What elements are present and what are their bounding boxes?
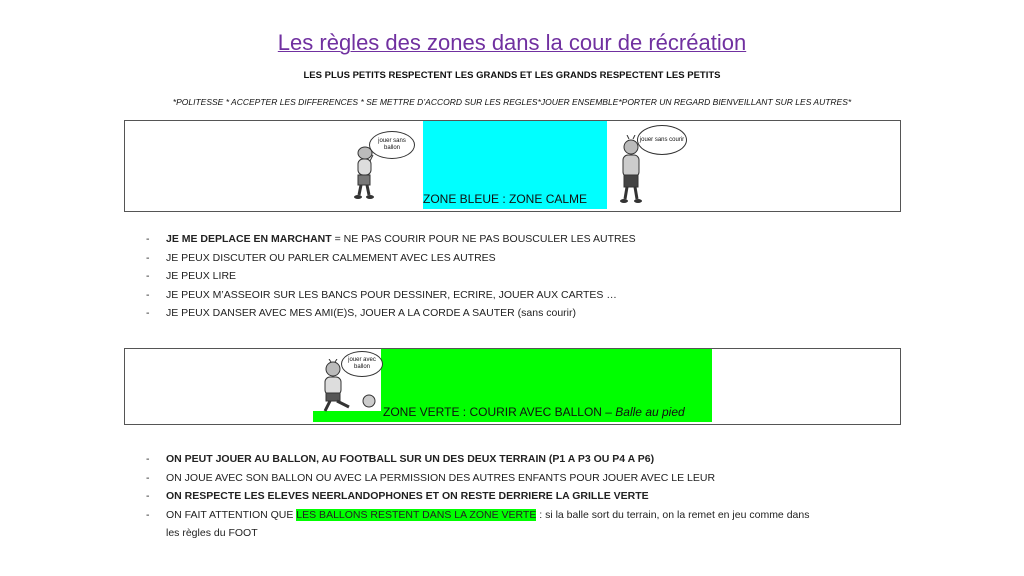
subtitle: LES PLUS PETITS RESPECTENT LES GRANDS ET LES GRANDS RESPECTENT LES PETITS [303,70,721,81]
list-item [142,304,636,323]
rule-text: ON RESPECTE LES ELEVES NEERLANDOPHONES ET ON RESTE DERRIERE LA GRILLE VERTE [166,490,649,502]
rule-text: = NE PAS COURIR POUR NE PAS BOUSCULER LES AUTRES [331,233,636,245]
green-zone-rules [142,450,902,543]
list-item [142,469,902,488]
blue-zone-label: ZONE BLEUE : ZONE CALME [423,192,588,206]
green-zone-label-text: ZONE VERTE : COURIR AVEC BALLON – [383,405,616,419]
list-item [142,487,902,506]
list-item [142,230,636,249]
rule-text: JE PEUX M’ASSEOIR SUR LES BANCS POUR DESSINER, ECRIRE, JOUER AUX CARTES … [166,288,617,301]
bubble-ball-text: jouer avec ballon [348,357,376,370]
list-item [142,506,902,543]
blue-zone-box [124,120,901,212]
list-item [142,286,636,305]
list-item [142,267,636,286]
values-line: *POLITESSE * ACCEPTER LES DIFFERENCES * SE METTRE D’ACCORD SUR LES REGLES*JOUER ENSEMBLE*PORTER UN REGARD BIENVEILLANT SUR LES AUTRES* [172,97,852,107]
rule-text: ON PEUT JOUER AU BALLON, AU FOOTBALL SUR UN DES DEUX TERRAIN (P1 A P3 OU P4 A P6) [166,453,655,465]
child-figure-icon [347,141,383,201]
rule-text: JE PEUX LIRE [166,270,237,282]
green-zone-label-italic: Balle au pied [615,405,685,419]
rule-text: JE PEUX DISCUTER OU PARLER CALMEMENT AVEC LES AUTRES [166,251,496,264]
rule-text: : si la balle sort du terrain, on la remet en jeu comme dans [536,508,810,521]
list-item [142,450,902,469]
rule-text: ON JOUE AVEC SON BALLON OU AVEC LA PERMISSION DES AUTRES ENFANTS POUR JOUER AVEC LE LEUR [166,471,716,484]
rule-text: ON FAIT ATTENTION QUE [166,508,297,521]
bubble-right-text: jouer sans courir [639,136,685,143]
blue-zone-rules [142,230,636,323]
green-zone-box [124,348,901,425]
page-title: Les règles des zones dans la cour de récréation [277,30,747,55]
rule-bold: JE ME DEPLACE EN MARCHANT [166,233,332,245]
rule-text: les règles du FOOT [166,527,258,539]
bubble-left-text: jouer sans ballon [378,138,406,151]
rule-text: JE PEUX DANSER AVEC MES AMI(E)S, JOUER A LA CORDE A SAUTER (sans courir) [166,307,576,319]
green-zone-label [383,405,685,419]
child-kicking-ball-icon [315,359,381,417]
child-walking-icon [611,135,651,205]
highlighted-text: LES BALLONS RESTENT DANS LA ZONE VERTE [296,508,537,521]
list-item [142,249,636,268]
